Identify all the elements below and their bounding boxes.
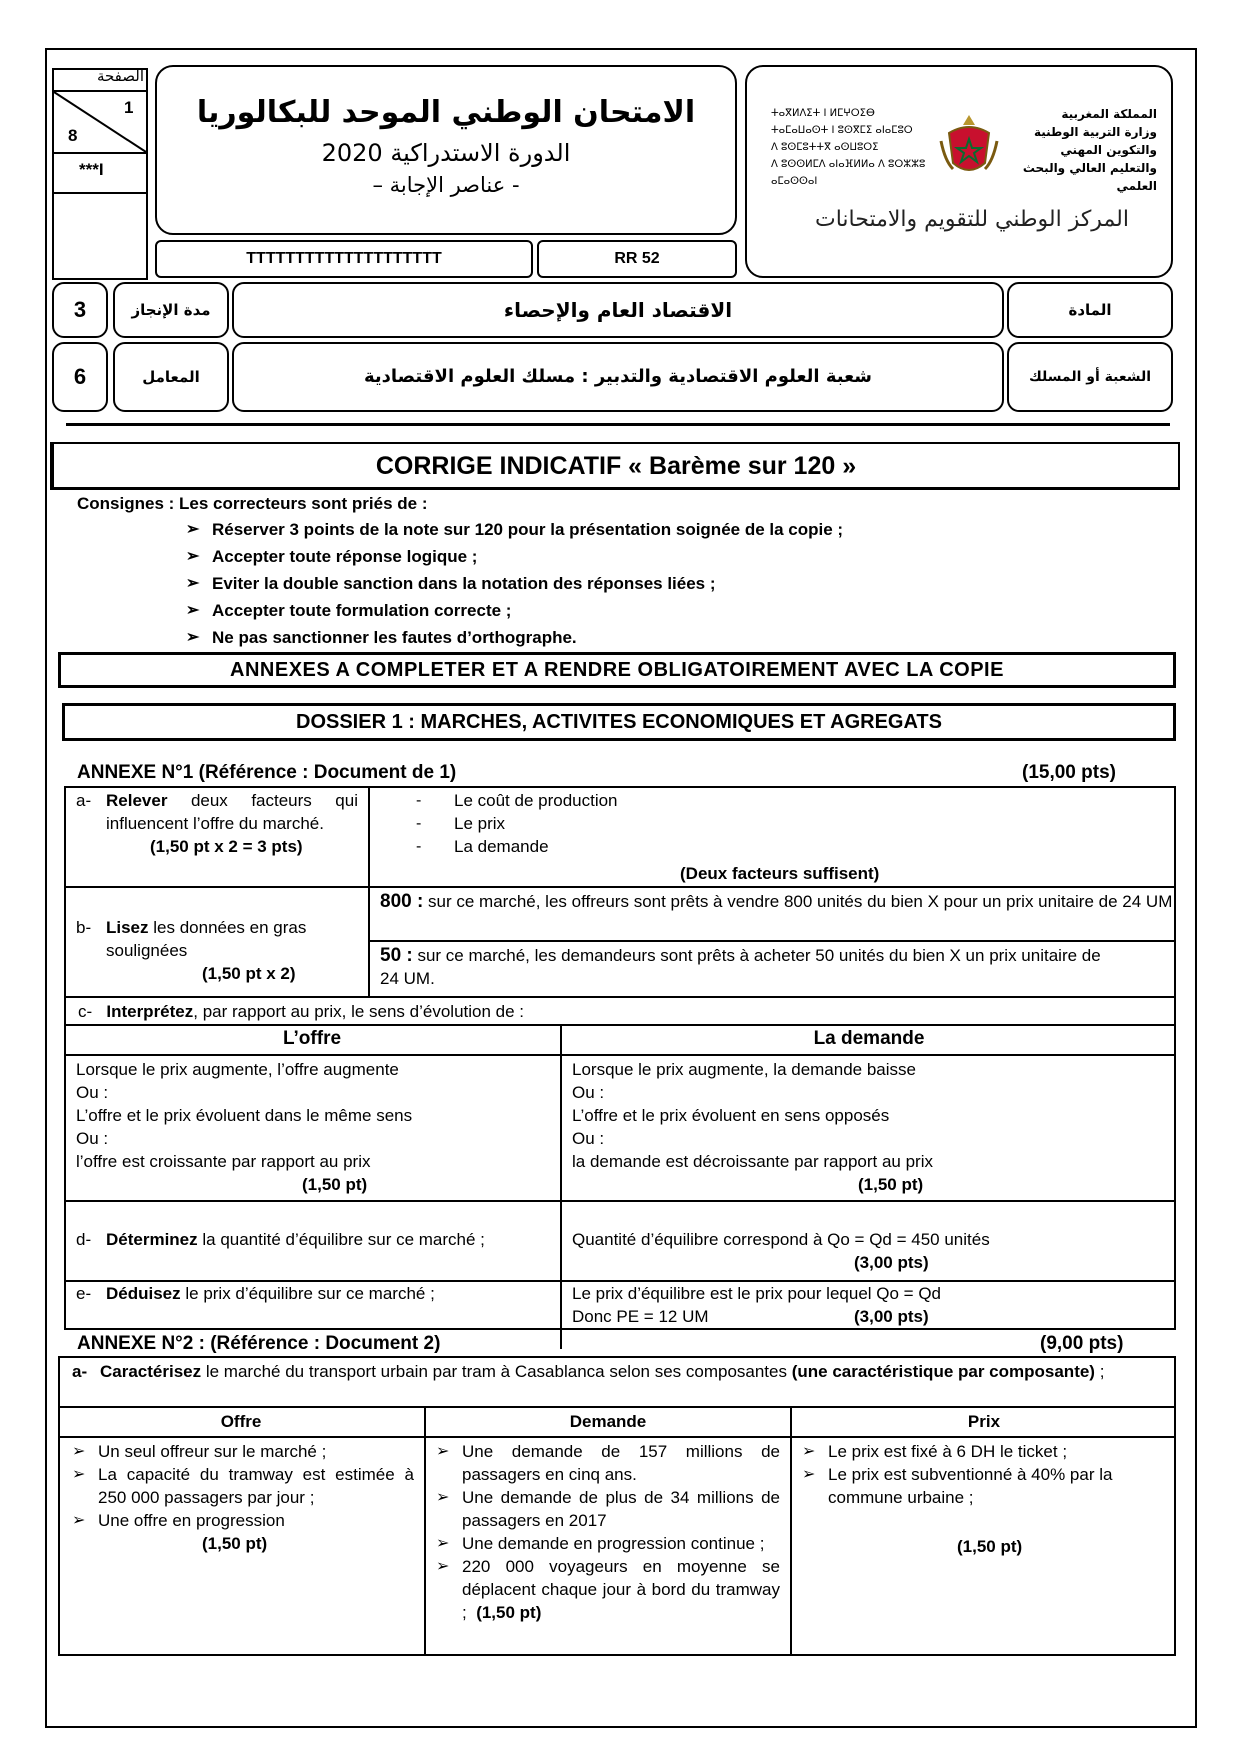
list-item: ➢ Le prix est subventionné à 40% par la commune urbaine ;	[802, 1465, 1113, 1507]
corrige-banner: CORRIGE INDICATIF « Barème sur 120 »	[50, 442, 1180, 490]
list-item: - Le coût de production	[416, 791, 618, 810]
col-offre: L’offre	[282, 1028, 342, 1049]
exam-session: الدورة الاستدراكية 2020	[321, 139, 571, 167]
tifinagh-text: ⵜⴰⴳⵍⴷⵉⵜ ⵏ ⵍⵎⵖⵔⵉⴱ ⵜⴰⵎⴰⵡⴰⵙⵜ ⵏ ⵓⵙⴳⵎⵉ ⴰⵏⴰⵎⵓⵔ ⴷ ⵓⵙⵎⵓⵜⵜⴳ ⴰⵙⵡⵓⵔⵉ ⴷ ⵓⵙⵙⵍⵎⴷ ⴰⵏⴰⴼⵍⵍⴰ ⴷ ⵓⵔⵣⵣⵓ ⴰⵎⴰⵙⵙⴰⵏ	[771, 108, 926, 187]
question-c: c- Interprétez, par rapport au prix, le sens d’évolution de :	[64, 996, 1176, 1026]
note-a: (Deux facteurs suffisent)	[680, 864, 880, 883]
dossier-box: DOSSIER 1 : MARCHES, ACTIVITES ECONOMIQUES ET AGREGATS	[62, 703, 1176, 741]
list-item: ➢ Ne pas sanctionner les fautes d’orthographe.	[186, 628, 577, 647]
question-d: d- Déterminez la quantité d’équilibre sur ce marché ;	[76, 1230, 485, 1249]
list-item: ➢ 220 000 voyageurs en moyenne se déplacent chaque jour à bord du tramway ; (1,50 pt)	[436, 1557, 780, 1622]
list-item: ➢ Une demande de plus de 34 millions de passagers en 2017	[436, 1488, 780, 1530]
exam-title: الامتحان الوطني الموحد للبكالوريا	[196, 95, 696, 130]
center-name: المركز الوطني للتقويم والامتحانات	[815, 207, 1129, 232]
subject-label: المادة	[1007, 282, 1173, 338]
list-item: ➢ Un seul offreur sur le marché ;	[72, 1442, 327, 1461]
demande-answer: Lorsque le prix augmente, la demande baisse Ou : L’offre et le prix évoluent en sens opposés Ou : la demande est décroissante par rapport au prix (1,50 pt)	[572, 1060, 933, 1194]
col-prix-2: Prix	[967, 1412, 1001, 1431]
annexe1-points: (15,00 pts)	[1022, 762, 1116, 783]
col-demande: La demande	[813, 1028, 925, 1049]
list-item: ➢ Eviter la double sanction dans la notation des réponses liées ;	[186, 574, 716, 593]
list-item: ➢ Une offre en progression	[72, 1511, 285, 1530]
list-item: (1,50 pt)	[202, 1534, 268, 1553]
col-demande-2: Demande	[569, 1412, 647, 1431]
list-item: ➢ Accepter toute formulation correcte ;	[186, 601, 512, 620]
list-item: ➢ Réserver 3 points de la note sur 120 pour la présentation soignée de la copie ;	[186, 520, 844, 539]
offre-list	[72, 1440, 414, 1555]
header-divider	[66, 423, 1170, 426]
answer-d: Quantité d’équilibre correspond à Qo = Qd = 450 unités (3,00 pts)	[572, 1230, 990, 1272]
prix-list	[802, 1440, 1166, 1558]
answers-a	[416, 789, 618, 858]
list-item: ➢ Le prix est fixé à 6 DH le ticket ;	[802, 1442, 1068, 1461]
annexe1-title: ANNEXE N°1 (Référence : Document de 1)	[77, 762, 457, 783]
demande-list	[436, 1440, 780, 1624]
page-num: 1	[124, 98, 134, 117]
coef-label: المعامل	[113, 342, 229, 412]
page-label: الصفحة	[96, 67, 144, 85]
duration-value: 3	[52, 282, 108, 338]
list-item: ➢ Une demande en progression continue ;	[436, 1534, 765, 1553]
annexe2-points: (9,00 pts)	[1040, 1333, 1124, 1354]
duration-label: مدة الإنجاز	[113, 282, 229, 338]
list-item: (1,50 pt)	[957, 1537, 1023, 1556]
coef-value: 6	[52, 342, 108, 412]
code-right: RR 52	[537, 240, 737, 278]
offre-answer: Lorsque le prix augmente, l’offre augmente Ou : L’offre et le prix évoluent dans le même sens Ou : l’offre est croissante par rapport au prix (1,50 pt)	[76, 1060, 413, 1194]
ministry-text: المملكة المغربية وزارة التربية الوطنية والتكوين المهني والتعليم العالي والبحث العلمي	[1022, 107, 1157, 193]
answer-b-50: 50 : sur ce marché, les demandeurs sont prêts à acheter 50 unités du bien X un prix unitaire de 24 UM.	[380, 945, 1101, 988]
page-number-box	[52, 68, 148, 280]
list-item: - Le prix	[416, 814, 506, 833]
list-item: ➢ Accepter toute réponse logique ;	[186, 547, 478, 566]
branch-label: الشعبة أو المسلك	[1007, 342, 1173, 412]
annexe2-title: ANNEXE N°2 : (Référence : Document 2)	[77, 1333, 441, 1354]
list-item: - La demande	[416, 837, 549, 856]
answer-b-800: 800 : sur ce marché, les offreurs sont prêts à vendre 800 unités du bien X pour un prix unitaire de 24 UM	[380, 891, 1173, 912]
ministry-logo-box	[745, 65, 1173, 278]
page-total: 8	[68, 126, 78, 145]
branch-name: شعبة العلوم الاقتصادية والتدبير : مسلك العلوم الاقتصادية	[232, 342, 1004, 412]
list-item: ➢ La capacité du tramway est estimée à 250 000 passagers par jour ;	[72, 1465, 414, 1507]
question-e: e- Déduisez le prix d’équilibre sur ce marché ;	[76, 1284, 435, 1303]
consignes-list	[186, 516, 1166, 651]
title-box	[155, 65, 737, 235]
subject-name: الاقتصاد العام والإحصاء	[232, 282, 1004, 338]
question-a: a- Relever deux facteurs qui influencent l’offre du marché. (1,50 pt x 2 = 3 pts)	[76, 791, 358, 856]
consignes-title: Consignes : Les correcteurs sont priés de :	[77, 494, 428, 513]
col-offre-2: Offre	[220, 1412, 262, 1431]
answer-e: Le prix d’équilibre est le prix pour lequel Qo = Qd Donc PE = 12 UM (3,00 pts)	[572, 1284, 942, 1326]
question-b: b- Lisez les données en gras soulignées (1,50 pt x 2)	[76, 918, 307, 983]
question-2a: a- Caractérisez le marché du transport urbain par tram à Casablanca selon ses composantes (une caractéristique par composante) ;	[72, 1362, 1105, 1381]
stars: ***I	[79, 160, 104, 179]
exam-subtitle: - عناصر الإجابة –	[372, 173, 520, 197]
annex-box: ANNEXES A COMPLETER ET A RENDRE OBLIGATOIREMENT AVEC LA COPIE	[58, 652, 1176, 688]
code-left: TTTTTTTTTTTTTTTTTTTT	[155, 240, 533, 278]
list-item: ➢ Une demande de 157 millions de passagers en cinq ans.	[436, 1442, 780, 1484]
